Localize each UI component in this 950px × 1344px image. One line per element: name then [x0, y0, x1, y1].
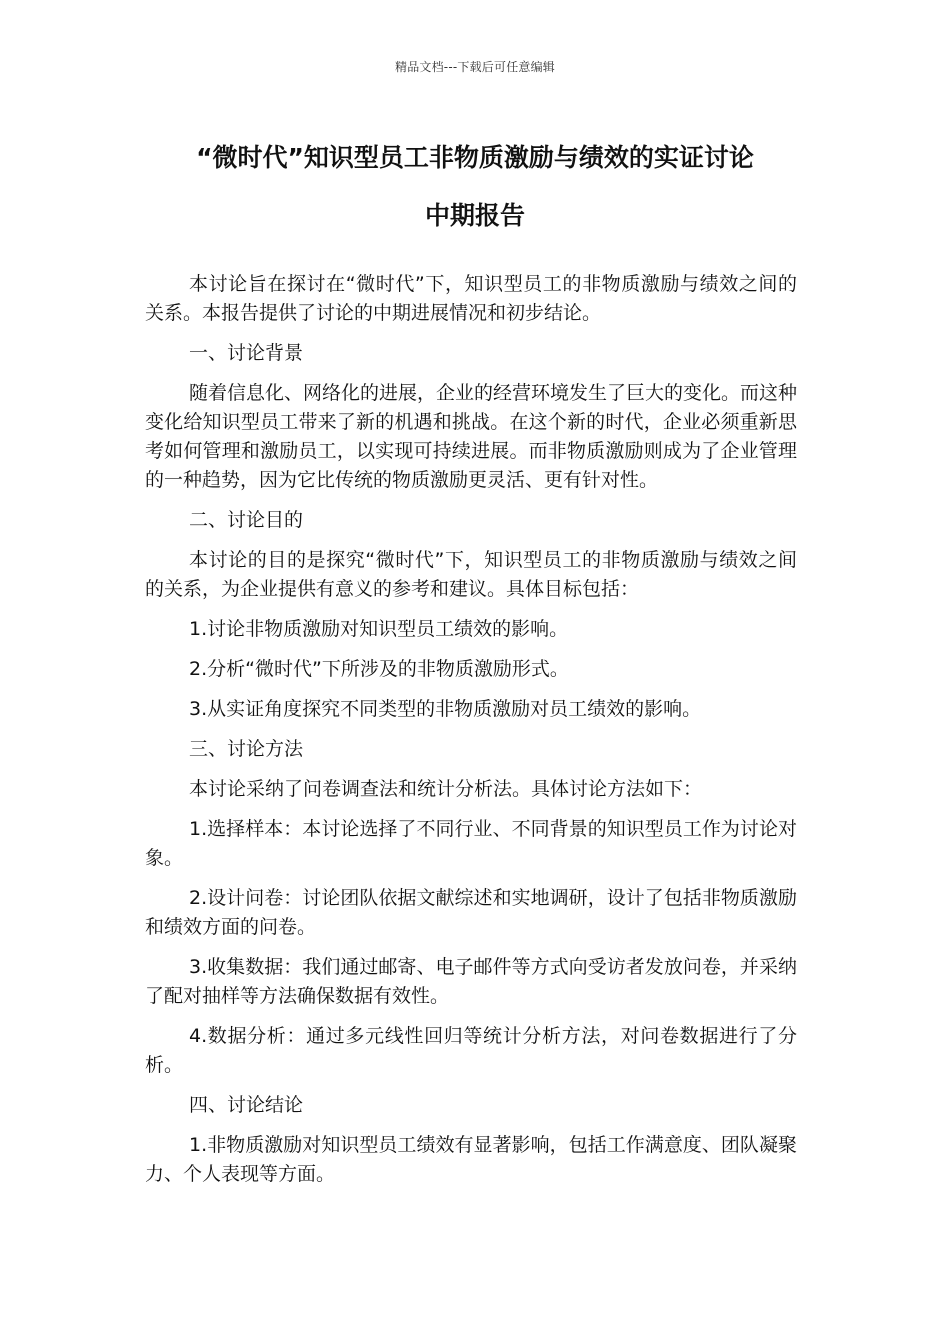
purpose-paragraph: 本讨论的目的是探究“微时代”下，知识型员工的非物质激励与绩效之间的关系，为企业提供有意义的参考和建议。具体目标包括：: [145, 549, 797, 600]
method-item-1: 1.选择样本：本讨论选择了不同行业、不同背景的知识型员工作为讨论对象。: [145, 818, 797, 869]
section-heading-purpose: 二、讨论目的: [189, 509, 304, 531]
section-heading-method: 三、讨论方法: [189, 738, 304, 760]
intro-paragraph: 本讨论旨在探讨在“微时代”下，知识型员工的非物质激励与绩效之间的关系。本报告提供了讨论的中期进展情况和初步结论。: [145, 273, 797, 324]
method-item-3: 3.收集数据：我们通过邮寄、电子邮件等方式向受访者发放问卷，并采纳了配对抽样等方法确保数据有效性。: [145, 956, 797, 1007]
purpose-item-2: 2.分析“微时代”下所涉及的非物质激励形式。: [189, 658, 569, 680]
document-title-line-2: 中期报告: [424, 201, 525, 230]
method-item-2: 2.设计问卷：讨论团队依据文献综述和实地调研，设计了包括非物质激励和绩效方面的问卷。: [145, 887, 797, 938]
background-paragraph: 随着信息化、网络化的进展，企业的经营环境发生了巨大的变化。而这种变化给知识型员工带来了新的机遇和挑战。在这个新的时代，企业必须重新思考如何管理和激励员工，以实现可持续进展。而非物质激励则成为了企业管理的一种趋势，因为它比传统的物质激励更灵活、更有针对性。: [145, 382, 798, 491]
purpose-item-1: 1.讨论非物质激励对知识型员工绩效的影响。: [189, 618, 569, 640]
page-header-note: 精品文档---下载后可任意编辑: [395, 60, 555, 74]
document-title-line-1: “微时代”知识型员工非物质激励与绩效的实证讨论: [196, 143, 754, 172]
conclusion-item-1: 1.非物质激励对知识型员工绩效有显著影响，包括工作满意度、团队凝聚力、个人表现等方面。: [145, 1134, 797, 1185]
section-heading-conclusion: 四、讨论结论: [189, 1094, 304, 1116]
purpose-item-3: 3.从实证角度探究不同类型的非物质激励对员工绩效的影响。: [189, 698, 702, 720]
document-body: [145, 270, 797, 1200]
method-paragraph: 本讨论采纳了问卷调查法和统计分析法。具体讨论方法如下：: [189, 778, 703, 800]
section-heading-background: 一、讨论背景: [189, 342, 304, 364]
method-item-4: 4.数据分析：通过多元线性回归等统计分析方法，对问卷数据进行了分析。: [145, 1025, 797, 1076]
